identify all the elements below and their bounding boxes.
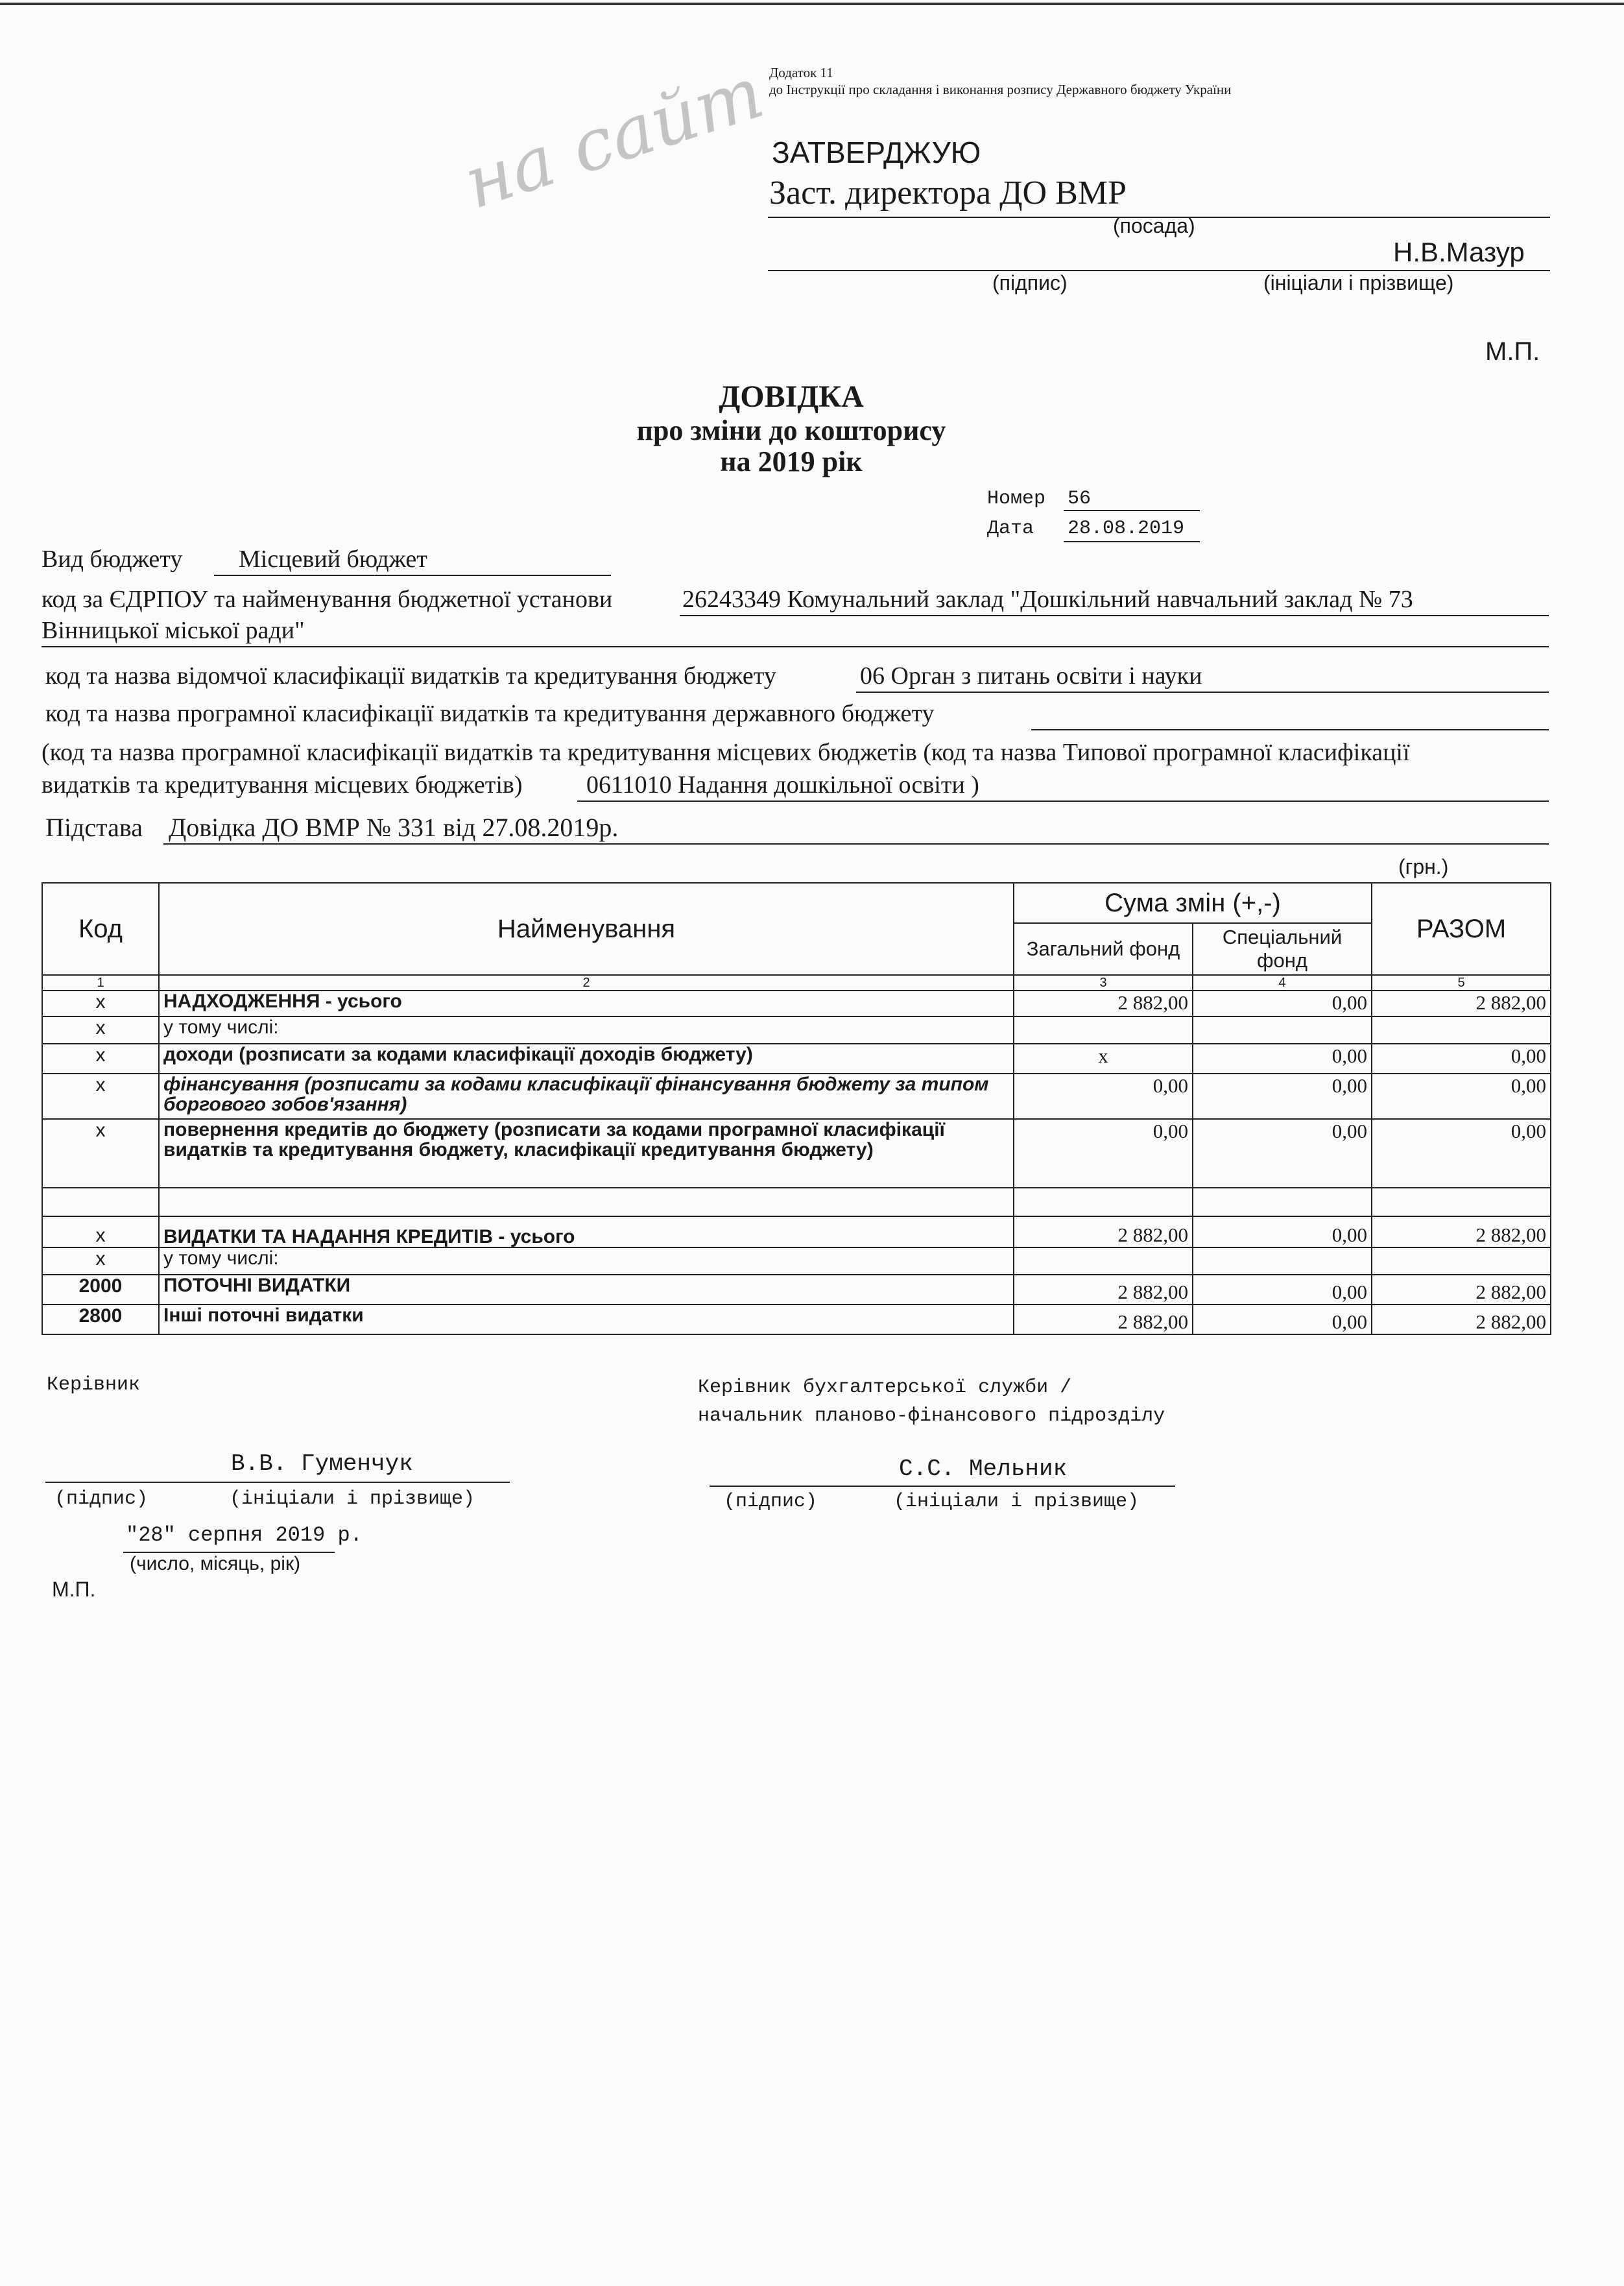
- row-general: [1014, 1188, 1193, 1216]
- col-number-2: 2: [159, 975, 1014, 991]
- table-row: [42, 1074, 1551, 1119]
- approval-signature-caption: (підпис): [992, 271, 1068, 295]
- table-row: [42, 1216, 1551, 1247]
- approver-position: Заст. директора ДО ВМР: [769, 174, 1127, 211]
- row-general: х: [1014, 1044, 1193, 1074]
- date-underline: [1064, 541, 1200, 542]
- row-name: Інші поточні видатки: [159, 1305, 1014, 1334]
- head-signature-underline: [45, 1482, 510, 1483]
- approval-seal: М.П.: [1485, 337, 1540, 366]
- currency-note: (грн.): [1398, 855, 1449, 878]
- row-total: 2 882,00: [1372, 1305, 1551, 1334]
- row-special: 0,00: [1193, 1074, 1372, 1119]
- basis-underline: [163, 843, 1549, 845]
- header-code: Код: [42, 883, 159, 975]
- col-number-4: 4: [1193, 975, 1372, 991]
- header-general-fund: Загальний фонд: [1014, 923, 1193, 975]
- row-code: х: [42, 991, 159, 1017]
- row-general: 0,00: [1014, 1119, 1193, 1188]
- edrpou-value-line-1: 26243349 Комунальний заклад "Дошкільний навчальний заклад № 73: [682, 586, 1413, 613]
- col-number-5: 5: [1372, 975, 1551, 991]
- local-program-label-line-1: (код та назва програмної класифікації видатків та кредитування місцевих бюджетів (код та назва Типової програмної класифікації: [42, 739, 1410, 766]
- row-total: 0,00: [1372, 1074, 1551, 1119]
- table-row: [42, 1247, 1551, 1275]
- table-row: [42, 991, 1551, 1017]
- approver-name: Н.В.Мазур: [1393, 237, 1525, 267]
- document-title: ДОВІДКА: [719, 379, 864, 414]
- document-year: на 2019 рік: [720, 446, 863, 477]
- row-total: [1372, 1247, 1551, 1275]
- row-general: 0,00: [1014, 1074, 1193, 1119]
- row-name: НАДХОДЖЕННЯ - усього: [159, 991, 1014, 1017]
- document-subtitle: про зміни до кошторису: [636, 415, 946, 446]
- table-row: [42, 1119, 1551, 1188]
- col-number-3: 3: [1014, 975, 1193, 991]
- row-total: 0,00: [1372, 1044, 1551, 1074]
- accountant-title-line-1: Керівник бухгалтерської служби /: [698, 1377, 1072, 1399]
- table-row: [42, 1275, 1551, 1305]
- department-classification-value: 06 Орган з питань освіти і науки: [860, 662, 1202, 690]
- col-number-1: 1: [42, 975, 159, 991]
- table-row: [42, 1044, 1551, 1074]
- date-value: 28.08.2019: [1068, 518, 1185, 540]
- accountant-title-line-2: начальник планово-фінансового підрозділу: [698, 1405, 1165, 1427]
- row-special: 0,00: [1193, 991, 1372, 1017]
- accountant-name: С.С. Мельник: [899, 1456, 1068, 1482]
- row-general: [1014, 1247, 1193, 1275]
- row-code: х: [42, 1119, 159, 1188]
- row-name: доходи (розписати за кодами класифікації доходів бюджету): [159, 1044, 1014, 1074]
- bottom-seal: М.П.: [52, 1578, 96, 1601]
- row-code: х: [42, 1017, 159, 1044]
- row-general: 2 882,00: [1014, 1305, 1193, 1334]
- row-special: 0,00: [1193, 1216, 1372, 1247]
- approval-name-caption: (ініціали і прізвище): [1263, 271, 1454, 295]
- position-caption: (посада): [1113, 214, 1195, 237]
- row-total: 2 882,00: [1372, 991, 1551, 1017]
- table-row: [42, 1017, 1551, 1044]
- row-name: у тому числі:: [159, 1247, 1014, 1275]
- header-total: РАЗОМ: [1372, 883, 1551, 975]
- state-program-underline: [1031, 729, 1549, 730]
- head-name: В.В. Гуменчук: [231, 1450, 413, 1477]
- approve-word: ЗАТВЕРДЖУЮ: [772, 136, 981, 169]
- basis-value: Довідка ДО ВМР № 331 від 27.08.2019р.: [169, 813, 619, 842]
- local-program-value: 0611010 Надання дошкільної освіти ): [586, 771, 979, 799]
- head-title: Керівник: [47, 1374, 141, 1396]
- row-general: [1014, 1017, 1193, 1044]
- row-special: [1193, 1188, 1372, 1216]
- number-underline: [1064, 510, 1200, 511]
- row-name: [159, 1188, 1014, 1216]
- department-underline: [856, 692, 1549, 693]
- handwritten-note: на сайт: [454, 51, 773, 225]
- row-code: х: [42, 1216, 159, 1247]
- header-special-fund: Спеціальний фонд: [1193, 923, 1372, 975]
- row-total: 2 882,00: [1372, 1216, 1551, 1247]
- row-code: х: [42, 1044, 159, 1074]
- number-value: 56: [1068, 488, 1092, 510]
- changes-table: [42, 882, 1551, 1335]
- row-code: х: [42, 1074, 159, 1119]
- row-name: повернення кредитів до бюджету (розписати за кодами програмної класифікації видатків та кредитування бюджету, класифікації кредитування бюджету): [159, 1119, 1014, 1188]
- accountant-name-caption: (ініціали і прізвище): [894, 1491, 1140, 1513]
- state-program-label: код та назва програмної класифікації видатків та кредитування державного бюджету: [45, 700, 935, 727]
- edrpou-value-line-2: Вінницької міської ради": [42, 617, 305, 644]
- row-code: 2000: [42, 1275, 159, 1305]
- row-code: х: [42, 1247, 159, 1275]
- row-special: 0,00: [1193, 1044, 1372, 1074]
- department-classification-label: код та назва відомчої класифікації видатків та кредитування бюджету: [45, 662, 776, 690]
- row-special: [1193, 1247, 1372, 1275]
- row-total: [1372, 1188, 1551, 1216]
- annex-line-1: Додаток 11: [769, 65, 833, 80]
- row-total: 2 882,00: [1372, 1275, 1551, 1305]
- header-sum-changes: Сума змін (+,-): [1014, 883, 1372, 923]
- row-special: 0,00: [1193, 1305, 1372, 1334]
- row-total: [1372, 1017, 1551, 1044]
- row-name: фінансування (розписати за кодами класифікації фінансування бюджету за типом боргового зобов'язання): [159, 1074, 1014, 1119]
- local-program-underline: [577, 800, 1549, 802]
- local-program-label-line-2: видатків та кредитування місцевих бюджетів): [42, 771, 523, 799]
- signing-date: "28" серпня 2019 р.: [126, 1523, 363, 1547]
- table-row-empty: [42, 1188, 1551, 1216]
- row-special: 0,00: [1193, 1275, 1372, 1305]
- number-label: Номер: [987, 488, 1046, 510]
- row-total: 0,00: [1372, 1119, 1551, 1188]
- head-signature-caption: (підпис): [54, 1488, 149, 1510]
- annex-line-2: до Інструкції про складання і виконання розпису Державного бюджету України: [769, 82, 1232, 97]
- row-general: 2 882,00: [1014, 1216, 1193, 1247]
- accountant-signature-caption: (підпис): [724, 1491, 818, 1513]
- row-general: 2 882,00: [1014, 1275, 1193, 1305]
- row-general: 2 882,00: [1014, 991, 1193, 1017]
- edrpou-underline-2: [42, 646, 1549, 647]
- row-name: ПОТОЧНІ ВИДАТКИ: [159, 1275, 1014, 1305]
- edrpou-underline-1: [680, 615, 1549, 616]
- header-name: Найменування: [159, 883, 1014, 975]
- edrpou-label: код за ЄДРПОУ та найменування бюджетної установи: [42, 586, 613, 613]
- date-caption: (число, місяць, рік): [130, 1553, 301, 1574]
- basis-label: Підстава: [45, 813, 143, 842]
- row-code: [42, 1188, 159, 1216]
- scan-top-edge: [0, 3, 1624, 5]
- budget-type-value: Місцевий бюджет: [239, 546, 427, 573]
- budget-type-underline: [214, 575, 611, 576]
- row-code: 2800: [42, 1305, 159, 1334]
- budget-type-label: Вид бюджету: [42, 546, 183, 573]
- accountant-signature-underline: [710, 1486, 1175, 1487]
- head-name-caption: (ініціали і прізвище): [230, 1488, 475, 1510]
- date-label: Дата: [987, 518, 1034, 540]
- row-special: [1193, 1017, 1372, 1044]
- row-name: ВИДАТКИ ТА НАДАННЯ КРЕДИТІВ - усього: [159, 1216, 1014, 1247]
- table-row: [42, 1305, 1551, 1334]
- row-special: 0,00: [1193, 1119, 1372, 1188]
- row-name: у тому числі:: [159, 1017, 1014, 1044]
